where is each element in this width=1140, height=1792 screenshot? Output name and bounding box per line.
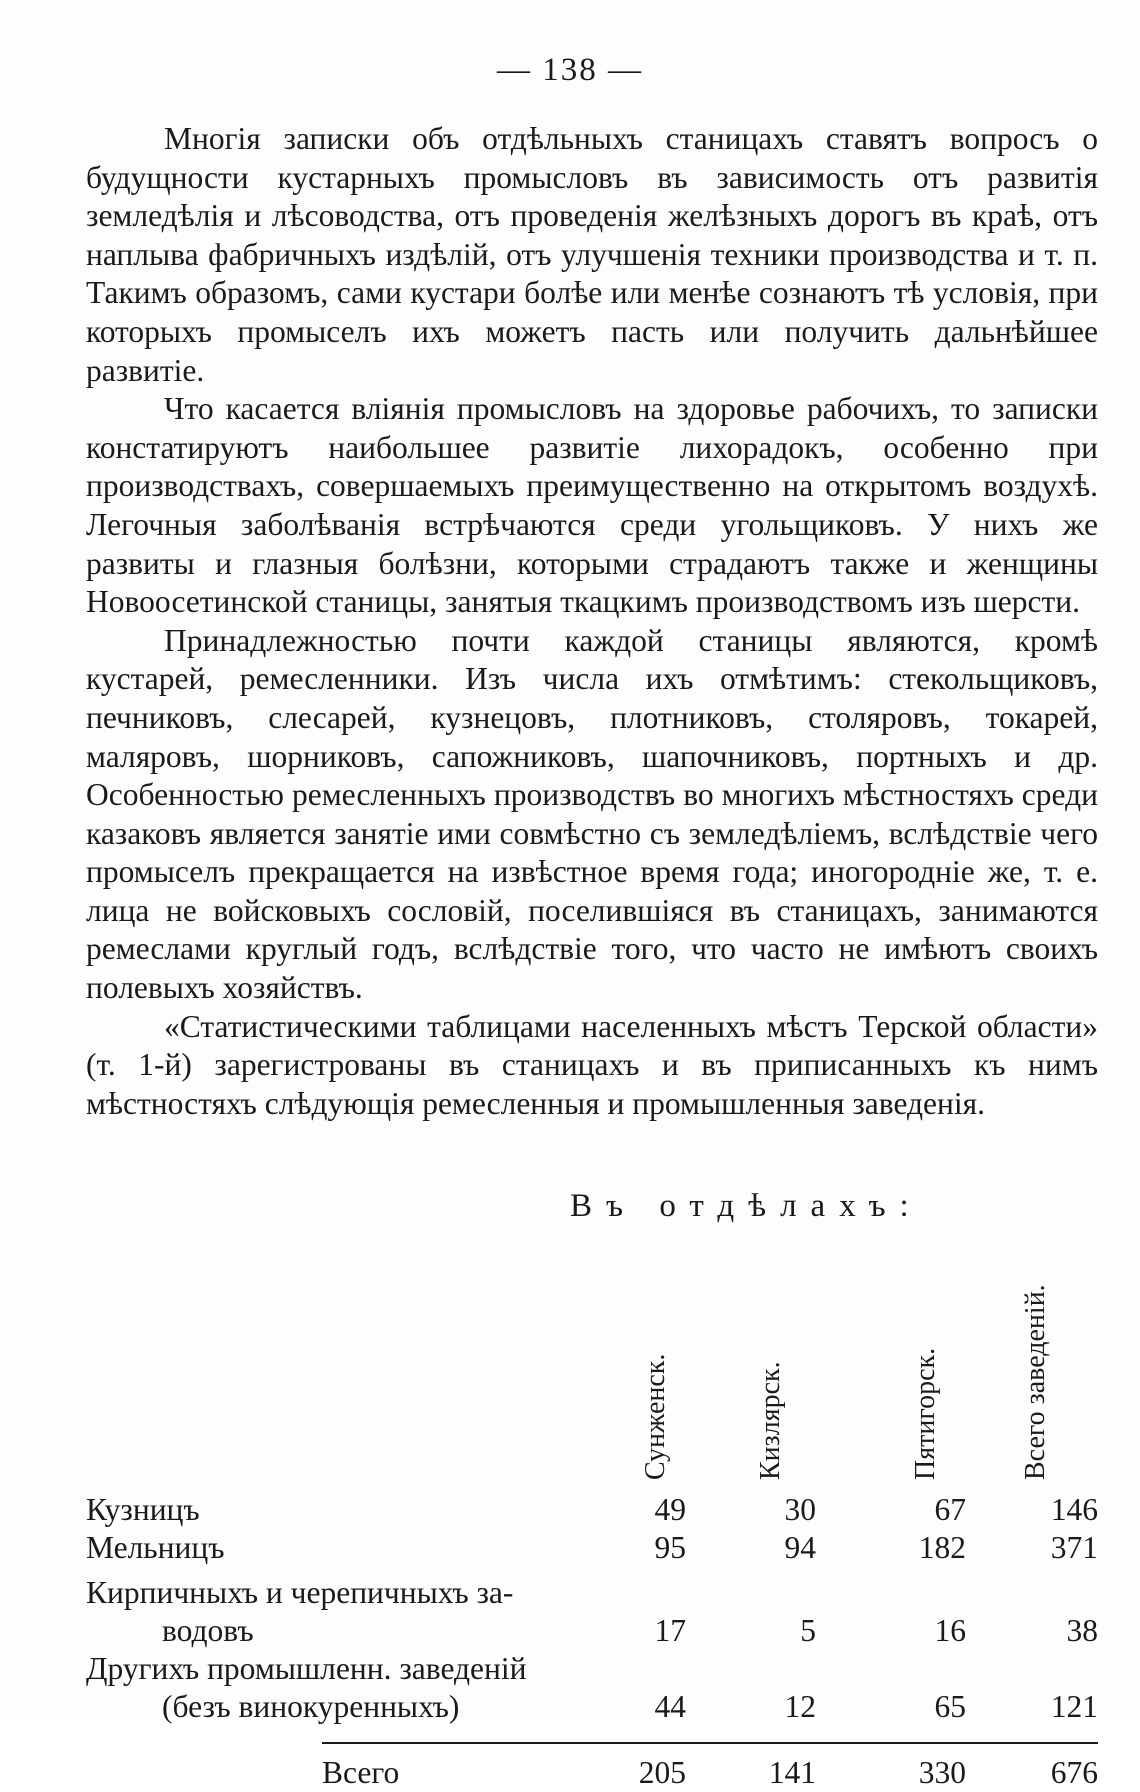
cell-value: 146 <box>1050 1492 1098 1527</box>
table-row-continuation <box>86 1612 1098 1650</box>
row-label-continuation: (безъ винокуренныхъ) <box>162 1689 460 1724</box>
row-label: Кирпичныхъ и черепичныхъ за- <box>86 1575 514 1610</box>
cell-value: 121 <box>1050 1689 1098 1724</box>
column-header-pyatigorsk: Пятигорск. <box>910 1347 941 1480</box>
cell-value: 182 <box>918 1530 966 1565</box>
paragraph-craft-future: Многія записки объ отдѣльныхъ станицахъ ставятъ вопросъ о будущности кустарныхъ промысловъ въ зависимость отъ развитія земледѣлія и лѣсоводства, отъ проведенія желѣзныхъ дорогъ въ краѣ, отъ наплыва фабричныхъ издѣлій, отъ улучшенія техники производства и т. п. Такимъ образомъ, сами кустари болѣе или менѣе сознаютъ тѣ условія, при которыхъ промыселъ ихъ можетъ пасть или получить дальнѣйшее развитіе. <box>86 121 1098 388</box>
total-value: 205 <box>638 1755 686 1790</box>
total-value: 141 <box>768 1755 816 1790</box>
column-header-sunzhensk: Сунженск. <box>640 1353 671 1480</box>
cell-value: 44 <box>654 1689 686 1724</box>
total-divider <box>322 1742 1098 1744</box>
paragraph-artisans: Принадлежностью почти каждой станицы являются, кромѣ кустарей, ремесленники. Изъ числа ихъ отмѣтимъ: стекольщиковъ, печниковъ, слесарей, кузнецовъ, плотниковъ, столяровъ, токарей, маляровъ, шорниковъ, сапожниковъ, шапочниковъ, портныхъ и др. Особенностью ремесленныхъ производствъ во многихъ мѣстностяхъ среди казаковъ является занятіе ими совмѣстно съ земледѣліемъ, вслѣдствіе чего промыселъ прекращается на извѣстное время года; иногородніе же, т. е. лица не войсковыхъ сословій, поселившіяся въ станицахъ, занимаются ремеслами круглый годъ, вслѣдствіе того, что часто не имѣютъ своихъ полевыхъ хозяйствъ. <box>86 622 1098 1006</box>
row-label-continuation: водовъ <box>162 1613 254 1648</box>
row-label: Мельницъ <box>86 1530 225 1565</box>
table-group-heading: Въ отдѣлахъ: <box>570 1188 923 1224</box>
cell-value: 67 <box>934 1492 966 1527</box>
paragraph-health-effects: Что касается вліянія промысловъ на здоровье рабочихъ, то записки констатируютъ наибольшее развитіе лихорадокъ, особенно при производствахъ, совершаемыхъ преимущественно на открытомъ воздухѣ. Легочныя заболѣванія встрѣчаются среди угольщиковъ. У нихъ же развиты и глазныя болѣзни, которыми страдаютъ также и женщины Новоосетинской станицы, занятыя ткацкимъ производствомъ изъ шерсти. <box>86 391 1098 620</box>
cell-value: 12 <box>784 1689 816 1724</box>
table-row <box>86 1650 1098 1688</box>
table-row <box>86 1529 1098 1567</box>
cell-value: 371 <box>1050 1530 1098 1565</box>
total-row <box>86 1754 1098 1792</box>
row-label: Кузницъ <box>86 1492 200 1527</box>
cell-value: 94 <box>784 1530 816 1565</box>
total-value: 676 <box>1050 1755 1098 1790</box>
column-header-total: Всего заведеній. <box>1020 1284 1051 1480</box>
table-row-continuation <box>86 1688 1098 1726</box>
row-label: Другихъ промышленн. заведеній <box>86 1651 527 1686</box>
page-number: — 138 — <box>497 52 643 88</box>
cell-value: 17 <box>654 1613 686 1648</box>
cell-value: 16 <box>934 1613 966 1648</box>
cell-value: 49 <box>654 1492 686 1527</box>
table-row <box>86 1574 1098 1612</box>
column-header-kizlyarsk: Кизлярск. <box>755 1361 786 1480</box>
cell-value: 38 <box>1066 1613 1098 1648</box>
establishments-table <box>86 1188 1098 1790</box>
total-label: Всего <box>322 1755 400 1790</box>
body-text <box>86 120 1098 1123</box>
table-row <box>86 1491 1098 1529</box>
paragraph-statistics-intro: «Статистическими таблицами населенныхъ мѣстъ Терской области» (т. 1-й) зарегистрованы въ станицахъ и въ приписанныхъ къ нимъ мѣстностяхъ слѣдующія ремесленныя и промышленныя заведенія. <box>86 1008 1098 1121</box>
cell-value: 30 <box>784 1492 816 1527</box>
cell-value: 5 <box>800 1613 816 1648</box>
cell-value: 95 <box>654 1530 686 1565</box>
total-value: 330 <box>918 1755 966 1790</box>
cell-value: 65 <box>934 1689 966 1724</box>
